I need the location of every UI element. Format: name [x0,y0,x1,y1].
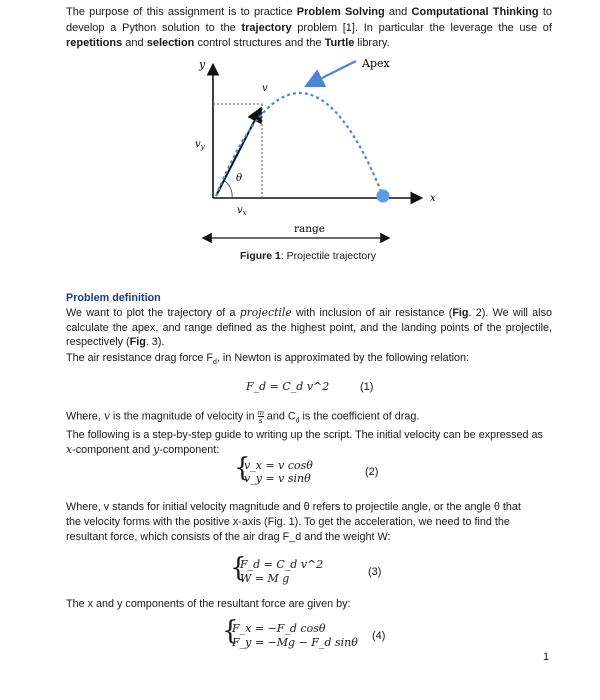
angle-arc [223,180,232,198]
intro-bold-trajectory: trajectory [241,21,292,34]
intro-bold-turtle: Turtle [324,37,355,49]
apex-arrow [308,61,356,85]
intro-text: to develop a Python solution to the [66,6,552,34]
where-2-line-2: the velocity forms with the positive x-axis (Fig. 1). To get the acceleration, we need to find the [66,516,510,528]
vx-label: $v_x$ [237,205,247,217]
equation-2-line-1: v_x = v cosθ [244,459,313,472]
equation-4-line-2: F_y = −Mg − F_d sinθ [232,636,358,649]
page-number: 1 [543,651,550,663]
intro-bold-computational-thinking: Computational Thinking [411,6,539,18]
intro-text: library. [354,37,390,49]
equation-1: F_d = C_d v^2 [246,380,330,393]
guide-line-2: x-component and y-component: [66,443,220,456]
equation-3-brace: { [230,553,247,583]
theta-label: θ [236,173,243,184]
equation-1-number: (1) [360,381,374,393]
intro-bold-selection: selection [146,37,195,49]
equation-4-line-1: F_x = −F_d cosθ [232,622,326,635]
x-axis-label: x [430,193,436,204]
equation-2-number: (2) [365,466,379,478]
components-line: The x and y components of the resultant force are given by: [66,598,351,610]
equation-4-brace: { [222,616,239,646]
equation-3-line-1: F_d = C_d v^2 [240,558,324,571]
equation-2-line-2: v_y = v sinθ [244,472,311,485]
range-label: range [294,223,325,235]
intro-text: problem [1]. In particular the leverage the use of [291,21,552,34]
equation-4-number: (4) [372,630,386,642]
drag-force-intro: The air resistance drag force $F_d$, in Newton is approximated by the following relation: [66,352,469,367]
guide-line-1: The following is a step-by-step guide to writing up the script. The initial velocity can be expressed as [66,429,543,441]
y-axis-label: y [199,58,206,71]
intro-bold-problem-solving: Problem Solving [296,6,385,18]
where-velocity-line: Where, v is the magnitude of velocity in $\frac{m}{s}$ and $C_d$ is the coefficient of drag. [66,408,420,425]
intro-text: and [384,6,412,18]
intro-text: control structures and the [194,37,325,49]
intro-text: The purpose of this assignment is to practice [66,6,297,18]
problem-paragraph: We want to plot the trajectory of a projectile with inclusion of air resistance (Fig. 2). We will also calculate the apex, and range defined as the highest point, and the landing points of the projectile, respectively (Fig. 3). [66,306,552,348]
unit-fraction: $\frac{m}{s}$ [257,408,264,425]
apex-label: Apex [362,57,390,70]
figure-caption: Figure 1: Projectile trajectory [240,250,376,262]
trajectory-figure [0,0,600,250]
equation-2-brace: { [234,453,251,483]
vy-label: $v_y$ [195,139,205,151]
equation-3-line-2: W = M g [240,572,290,585]
problem-heading: Problem definition [66,292,161,304]
where-2-line-1: Where, v stands for initial velocity magnitude and θ refers to projectile angle, or the angle θ that [66,501,521,513]
where-2-line-3: resultant force, which consists of the air drag F_d and the weight W: [66,531,391,543]
equation-3-number: (3) [368,566,382,578]
velocity-label: v [262,83,268,94]
landing-point [377,190,390,203]
intro-bold-repetitions: repetitions [66,37,123,49]
intro-text: and [122,37,147,49]
